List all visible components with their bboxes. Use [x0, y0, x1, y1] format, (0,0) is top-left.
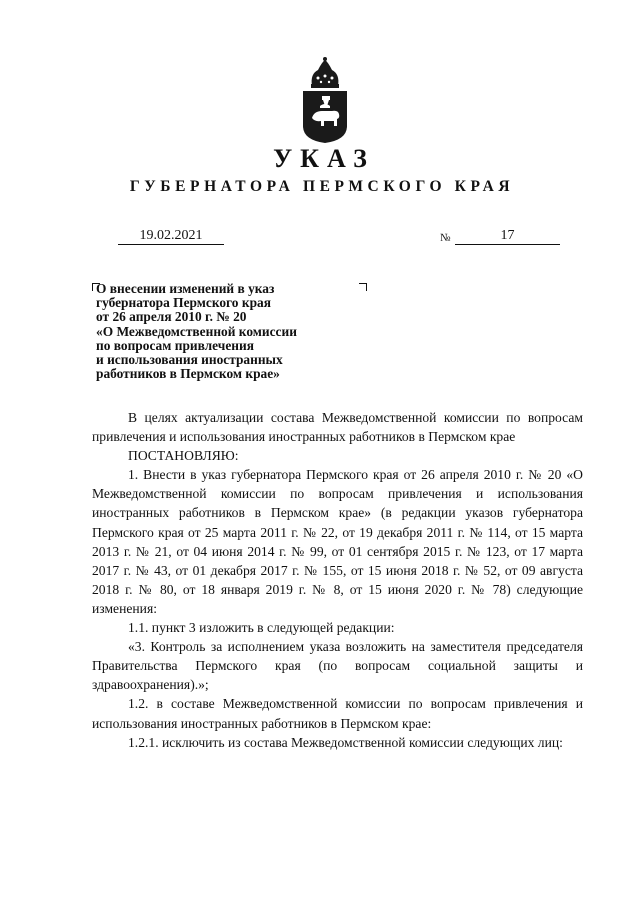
document-date: 19.02.2021 — [118, 228, 224, 245]
intro-paragraph: В целях актуализации состава Межведомственной комиссии по вопросам привлечения и использования иностранных работников в Пермском крае — [92, 410, 583, 445]
decree-heading: ПОСТАНОВЛЯЮ: — [128, 448, 239, 464]
item-1-2-1-paragraph: 1.2.1. исключить из состава Межведомственной комиссии следующих лиц: — [128, 734, 563, 750]
subject-line: О внесении изменений в указ — [96, 281, 275, 296]
subject-line: от 26 апреля 2010 г. № 20 — [96, 309, 247, 325]
item-1-paragraph: 1. Внести в указ губернатора Пермского края от 26 апреля 2010 г. № 20 «О Межведомственной комиссии по вопросам привлечения и использования иностранных работников в Пермском крае» (в редакции указов губернатора Пермского края от 25 марта 2011 г. № 22, от 19 декабря 2011 г. № 114, от 15 марта 2013 г. № 21, от 04 июня 2014 г. № 99, от 01 сентября 2015 г. № 123, от 17 марта 2017 г. № 43, от 01 декабря 2017 г. № 155, от 15 июня 2018 г. № 52, от 09 августа 2018 г. № 80, от 18 января 2019 г. № 8, от 15 июня 2020 г. № 78) следующие изменения: — [92, 467, 583, 616]
subject-line: губернатора Пермского края — [96, 295, 271, 311]
document-body — [92, 408, 583, 752]
subject-line: по вопросам привлечения — [96, 337, 254, 353]
shield-icon — [303, 91, 347, 143]
document-number: 17 — [455, 228, 560, 245]
item-1-2-paragraph: 1.2. в составе Межведомственной комиссии по вопросам привлечения и использования иностранных работников в Пермском крае: — [92, 696, 583, 731]
document-subject — [96, 282, 366, 381]
coat-of-arms-icon — [300, 56, 350, 144]
crown-icon — [311, 57, 339, 88]
item-1-1-paragraph: 1.1. пункт 3 изложить в следующей редакции: — [128, 620, 395, 636]
item-1-1-quote-paragraph: «3. Контроль за исполнением указа возложить на заместителя председателя Правительства Пермского края (по вопросам социальной защиты и здравоохранения).»; — [92, 639, 583, 693]
document-title: УКАЗ — [273, 144, 375, 173]
subject-line: и использования иностранных — [96, 352, 283, 368]
number-label: № — [440, 232, 451, 244]
subject-line: работников в Пермском крае» — [96, 366, 280, 382]
document-subtitle: ГУБЕРНАТОРА ПЕРМСКОГО КРАЯ — [129, 178, 515, 195]
subject-line: «О Межведомственной комиссии — [96, 323, 297, 339]
